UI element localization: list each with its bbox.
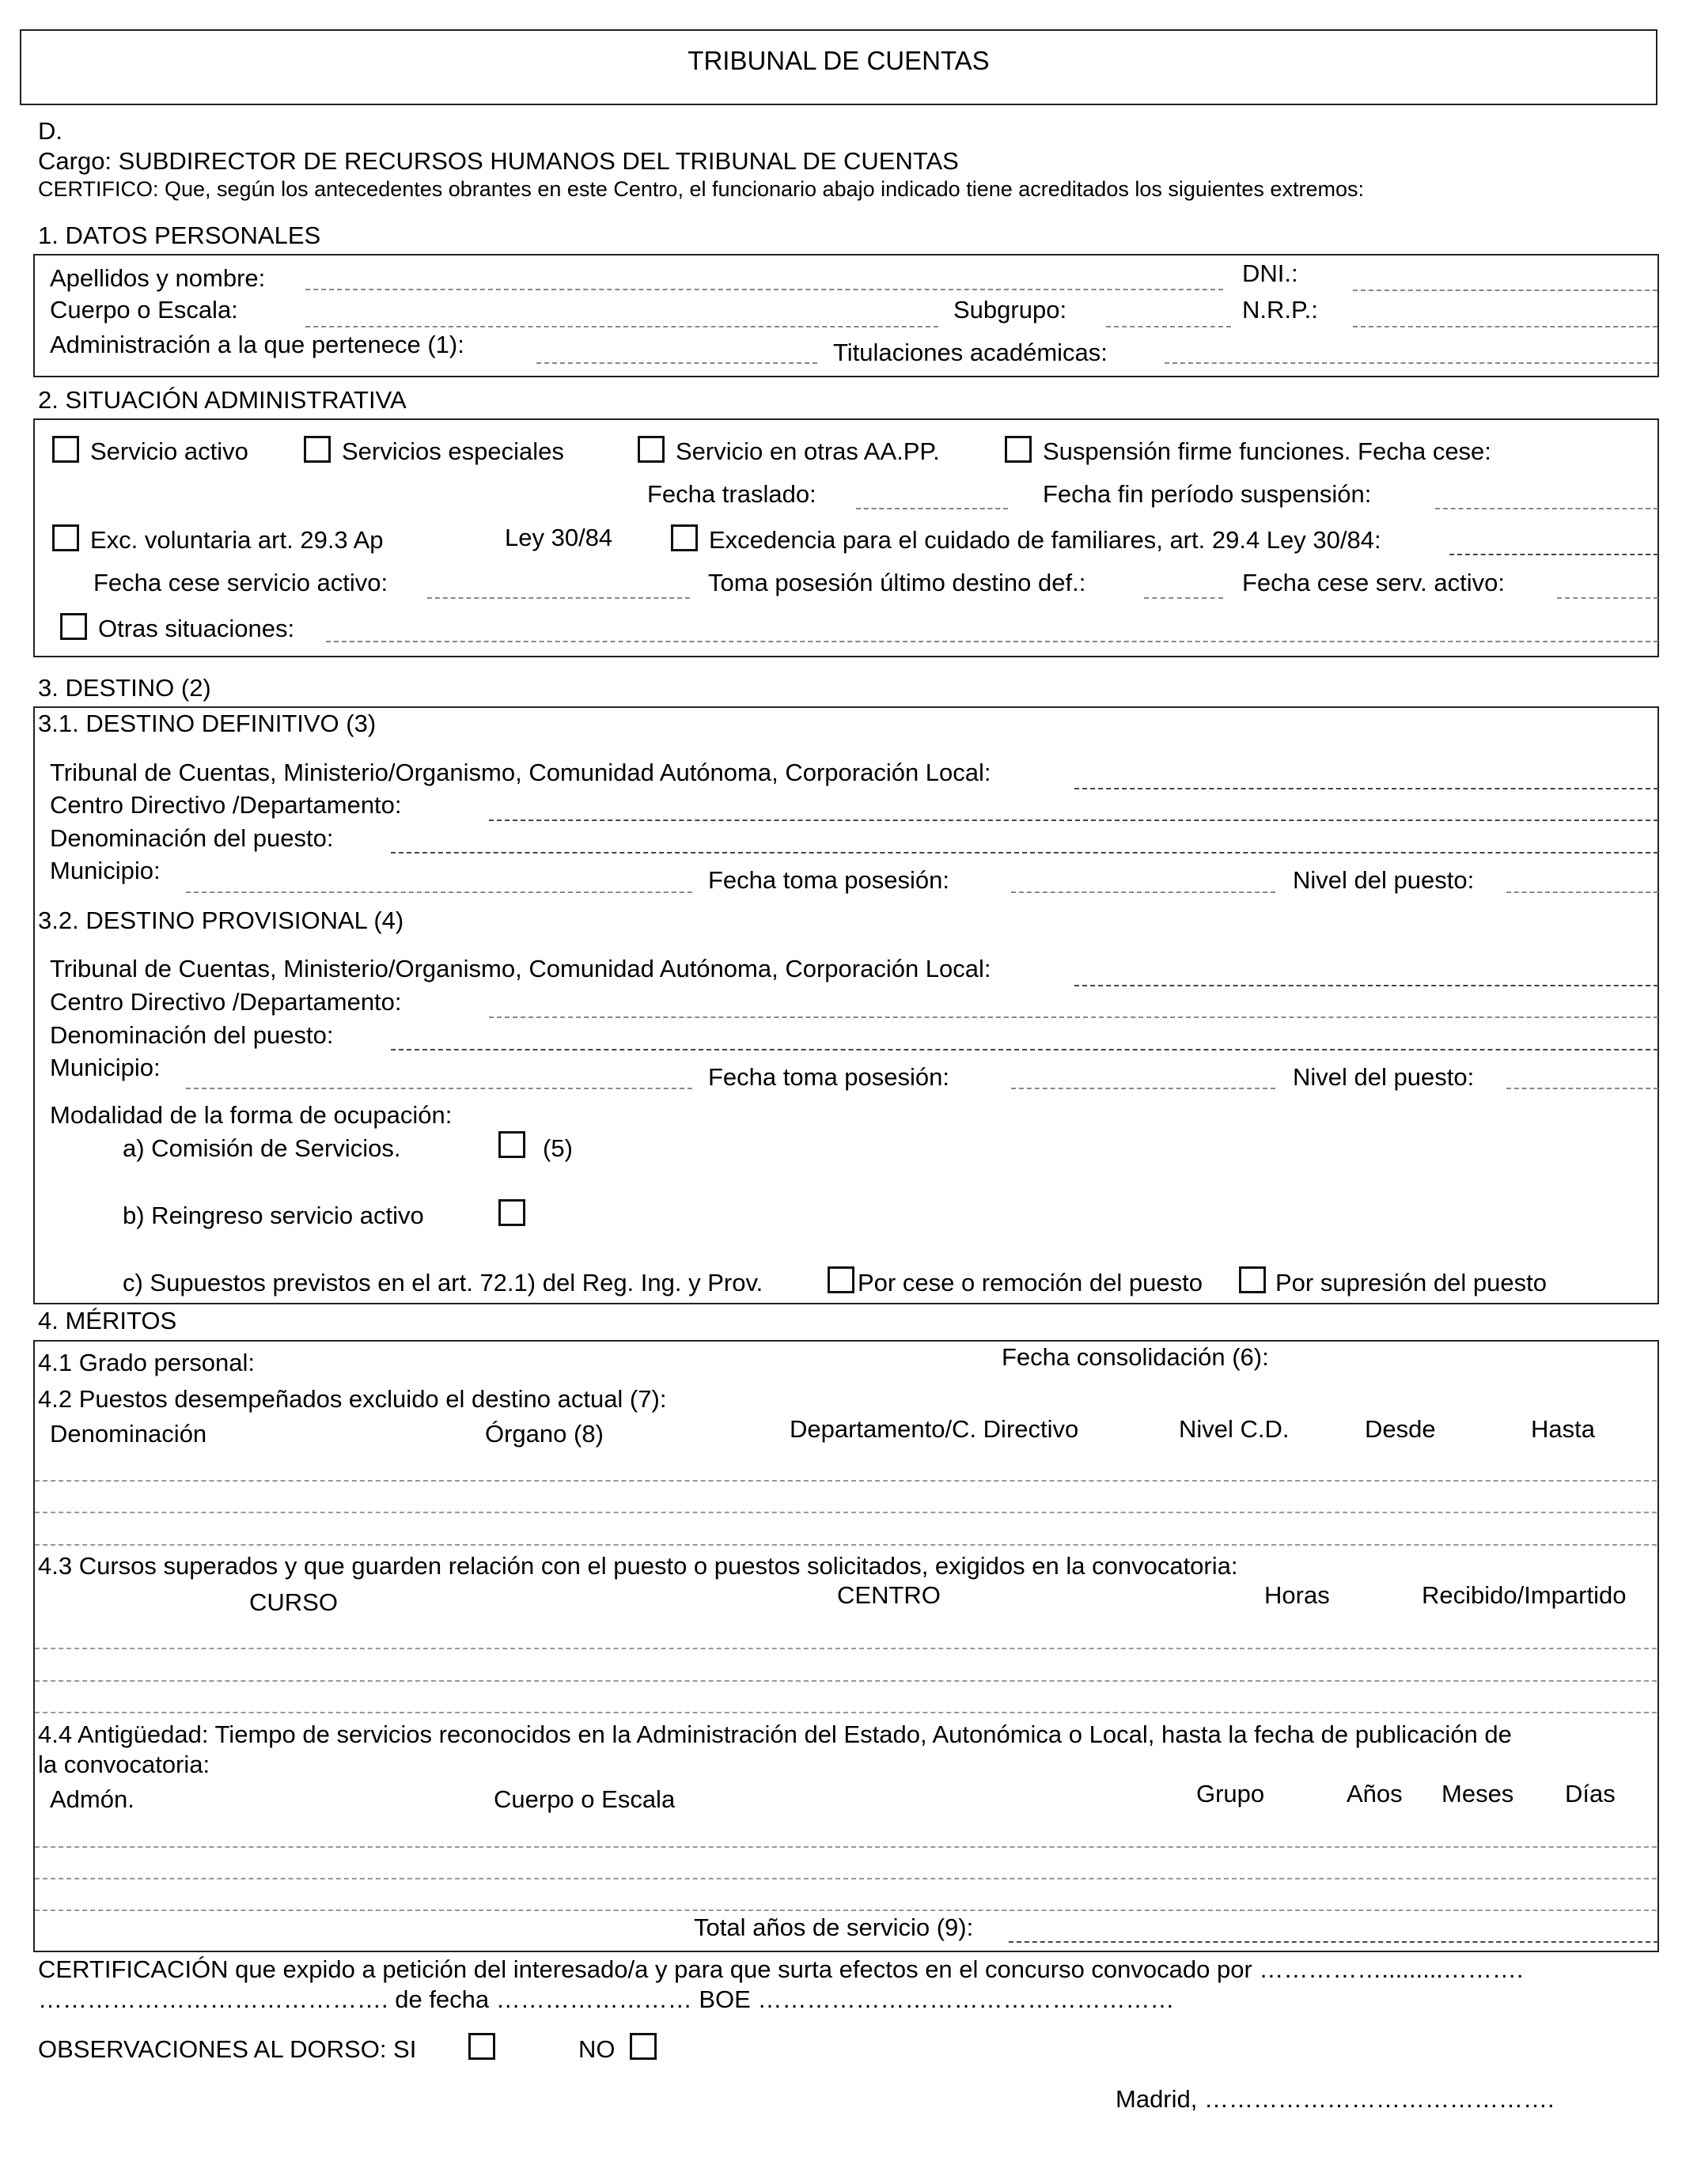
prov-nivel-field[interactable]	[1506, 1088, 1658, 1089]
total-anos-label: Total años de servicio (9):	[694, 1913, 974, 1941]
certificacion-line-2: ……………………………………. de fecha …………………… BOE ……………………………………………	[38, 1985, 1175, 2013]
apellidos-field[interactable]	[305, 289, 1223, 290]
servicio-otras-label: Servicio en otras AA.PP.	[676, 437, 940, 465]
toma-posesion-label: Toma posesión último destino def.:	[708, 569, 1086, 596]
prov-municipio-label: Municipio:	[50, 1054, 161, 1081]
comision-servicios-label: a) Comisión de Servicios.	[123, 1134, 401, 1162]
observaciones-si-checkbox[interactable]	[468, 2033, 495, 2060]
d-label: D.	[38, 117, 63, 145]
comision-servicios-checkbox[interactable]	[498, 1131, 525, 1158]
servicio-otras-checkbox[interactable]	[638, 436, 665, 463]
puestos-col-denominacion: Denominación	[50, 1420, 207, 1448]
excedencia-familiares-label: Excedencia para el cuidado de familiares, art. 29.4 Ley 30/84:	[709, 526, 1381, 554]
antiguedad-row-3[interactable]	[35, 1910, 1657, 1911]
exc-voluntaria-label: Exc. voluntaria art. 29.3 Ap	[90, 526, 384, 554]
prov-fecha-toma-label: Fecha toma posesión:	[708, 1063, 950, 1091]
prov-organismo-field[interactable]	[1074, 985, 1658, 986]
certificacion-line-1: CERTIFICACIÓN que expido a petición del interesado/a y para que surta efectos en el concurso convocado por …………….........……….	[38, 1955, 1524, 1983]
suspension-checkbox[interactable]	[1005, 436, 1032, 463]
fecha-consolidacion-label: Fecha consolidación (6):	[1002, 1343, 1269, 1371]
administracion-label: Administración a la que pertenece (1):	[50, 331, 464, 358]
administracion-field[interactable]	[536, 362, 817, 364]
nrp-label: N.R.P.:	[1242, 296, 1318, 324]
cursos-row-3[interactable]	[35, 1712, 1657, 1713]
def-nivel-field[interactable]	[1506, 891, 1658, 893]
antiguedad-col-dias: Días	[1565, 1780, 1616, 1807]
def-denominacion-label: Denominación del puesto:	[50, 824, 334, 852]
puestos-col-desde: Desde	[1365, 1415, 1436, 1443]
prov-centro-field[interactable]	[489, 1016, 1658, 1018]
puestos-row-3[interactable]	[35, 1544, 1657, 1546]
otras-situaciones-checkbox[interactable]	[60, 613, 87, 640]
fecha-cese-serv-field[interactable]	[1557, 597, 1658, 599]
prov-fecha-toma-field[interactable]	[1011, 1088, 1275, 1089]
cese-remocion-checkbox[interactable]	[828, 1266, 854, 1293]
puestos-row-1[interactable]	[35, 1480, 1657, 1482]
antiguedad-col-cuerpo: Cuerpo o Escala	[494, 1785, 676, 1813]
cursos-col-curso: CURSO	[249, 1588, 338, 1616]
madrid-date-line: Madrid, …………………………………….	[1116, 2085, 1555, 2113]
def-municipio-label: Municipio:	[50, 857, 161, 884]
fecha-traslado-field[interactable]	[856, 508, 1008, 509]
supuestos-label: c) Supuestos previstos en el art. 72.1) del Reg. Ing. y Prov.	[123, 1269, 763, 1296]
cursos-row-2[interactable]	[35, 1680, 1657, 1682]
def-fecha-toma-label: Fecha toma posesión:	[708, 866, 950, 894]
prov-denominacion-field[interactable]	[391, 1049, 1658, 1050]
toma-posesion-field[interactable]	[1144, 597, 1223, 599]
def-denominacion-field[interactable]	[391, 852, 1658, 854]
cursos-row-1[interactable]	[35, 1648, 1657, 1649]
puestos-row-2[interactable]	[35, 1512, 1657, 1513]
prov-denominacion-label: Denominación del puesto:	[50, 1021, 334, 1049]
def-centro-label: Centro Directivo /Departamento:	[50, 791, 402, 819]
prov-nivel-label: Nivel del puesto:	[1293, 1063, 1475, 1091]
page-title: TRIBUNAL DE CUENTAS	[688, 46, 990, 75]
prov-municipio-field[interactable]	[186, 1088, 692, 1089]
servicios-especiales-checkbox[interactable]	[304, 436, 331, 463]
antiguedad-row-2[interactable]	[35, 1878, 1657, 1879]
servicio-activo-label: Servicio activo	[90, 437, 248, 465]
prov-organismo-label: Tribunal de Cuentas, Ministerio/Organismo, Comunidad Autónoma, Corporación Local:	[50, 955, 991, 982]
modalidad-label: Modalidad de la forma de ocupación:	[50, 1101, 453, 1129]
fecha-cese-servicio-label: Fecha cese servicio activo:	[93, 569, 388, 596]
puestos-col-departamento: Departamento/C. Directivo	[790, 1415, 1079, 1443]
suspension-label: Suspensión firme funciones. Fecha cese:	[1043, 437, 1491, 465]
antiguedad-col-admon: Admón.	[50, 1785, 134, 1813]
fecha-fin-suspension-field[interactable]	[1435, 508, 1658, 509]
total-anos-field[interactable]	[1009, 1941, 1658, 1943]
supresion-label: Por supresión del puesto	[1275, 1269, 1547, 1296]
supresion-checkbox[interactable]	[1239, 1266, 1266, 1293]
fecha-fin-suspension-label: Fecha fin período suspensión:	[1043, 480, 1372, 508]
antiguedad-label-1: 4.4 Antigüedad: Tiempo de servicios reconocidos en la Administración del Estado, Autonómica o Local, hasta la fecha de publicación de	[38, 1720, 1512, 1748]
otras-situaciones-label: Otras situaciones:	[98, 615, 295, 642]
def-centro-field[interactable]	[489, 819, 1658, 821]
cargo-line: Cargo: SUBDIRECTOR DE RECURSOS HUMANOS DEL TRIBUNAL DE CUENTAS	[38, 147, 959, 175]
servicio-activo-checkbox[interactable]	[52, 436, 79, 463]
antiguedad-col-meses: Meses	[1441, 1780, 1514, 1807]
def-fecha-toma-field[interactable]	[1011, 891, 1275, 893]
section-2-heading: 2. SITUACIÓN ADMINISTRATIVA	[38, 386, 407, 414]
section-4-heading: 4. MÉRITOS	[38, 1307, 177, 1334]
puestos-col-organo: Órgano (8)	[485, 1420, 604, 1448]
destino-provisional-heading: 3.2. DESTINO PROVISIONAL (4)	[38, 907, 404, 934]
nrp-field[interactable]	[1353, 326, 1657, 327]
reingreso-checkbox[interactable]	[498, 1199, 525, 1226]
cursos-col-recibido: Recibido/Impartido	[1422, 1581, 1627, 1609]
servicios-especiales-label: Servicios especiales	[342, 437, 564, 465]
fecha-cese-serv-label: Fecha cese serv. activo:	[1242, 569, 1505, 596]
def-organismo-label: Tribunal de Cuentas, Ministerio/Organismo, Comunidad Autónoma, Corporación Local:	[50, 759, 991, 786]
dni-field[interactable]	[1353, 290, 1657, 291]
antiguedad-col-grupo: Grupo	[1196, 1780, 1265, 1807]
excedencia-familiares-checkbox[interactable]	[671, 524, 698, 551]
grado-personal-label: 4.1 Grado personal:	[38, 1349, 256, 1376]
section-1-heading: 1. DATOS PERSONALES	[38, 221, 321, 249]
excedencia-familiares-field[interactable]	[1449, 554, 1658, 555]
cuerpo-field[interactable]	[305, 326, 938, 327]
ley-label: Ley 30/84	[505, 524, 613, 551]
titulaciones-field[interactable]	[1165, 362, 1657, 364]
cese-remocion-label: Por cese o remoción del puesto	[858, 1269, 1203, 1296]
puestos-col-nivel: Nivel C.D.	[1179, 1415, 1290, 1443]
antiguedad-label-2: la convocatoria:	[38, 1751, 210, 1778]
subgrupo-field[interactable]	[1106, 326, 1231, 327]
prov-centro-label: Centro Directivo /Departamento:	[50, 988, 402, 1016]
fecha-cese-servicio-field[interactable]	[427, 597, 690, 599]
puestos-label: 4.2 Puestos desempeñados excluido el destino actual (7):	[38, 1385, 667, 1413]
reingreso-label: b) Reingreso servicio activo	[123, 1202, 424, 1229]
comision-note: (5)	[543, 1134, 573, 1162]
cursos-label: 4.3 Cursos superados y que guarden relación con el puesto o puestos solicitados, exigidos en la convocatoria:	[38, 1552, 1238, 1580]
def-organismo-field[interactable]	[1074, 788, 1658, 789]
antiguedad-col-anos: Años	[1347, 1780, 1403, 1807]
fecha-traslado-label: Fecha traslado:	[647, 480, 816, 508]
observaciones-no-checkbox[interactable]	[630, 2033, 657, 2060]
otras-situaciones-field[interactable]	[326, 641, 1658, 642]
subgrupo-label: Subgrupo:	[953, 296, 1067, 324]
section-3-heading: 3. DESTINO (2)	[38, 674, 211, 702]
antiguedad-row-1[interactable]	[35, 1846, 1657, 1848]
def-nivel-label: Nivel del puesto:	[1293, 866, 1475, 894]
certifico-line: CERTIFICO: Que, según los antecedentes obrantes en este Centro, el funcionario abajo indicado tiene acreditados los siguientes extremos:	[38, 177, 1364, 201]
exc-voluntaria-checkbox[interactable]	[52, 524, 79, 551]
observaciones-label: OBSERVACIONES AL DORSO: SI	[38, 2035, 417, 2063]
dni-label: DNI.:	[1242, 259, 1298, 287]
titulaciones-label: Titulaciones académicas:	[833, 339, 1108, 366]
apellidos-label: Apellidos y nombre:	[50, 264, 266, 292]
def-municipio-field[interactable]	[186, 891, 692, 893]
cursos-col-horas: Horas	[1264, 1581, 1330, 1609]
puestos-col-hasta: Hasta	[1531, 1415, 1595, 1443]
destino-definitivo-heading: 3.1. DESTINO DEFINITIVO (3)	[38, 710, 377, 737]
observaciones-no-label: NO	[578, 2035, 616, 2063]
cuerpo-label: Cuerpo o Escala:	[50, 296, 238, 324]
cursos-col-centro: CENTRO	[837, 1581, 941, 1609]
